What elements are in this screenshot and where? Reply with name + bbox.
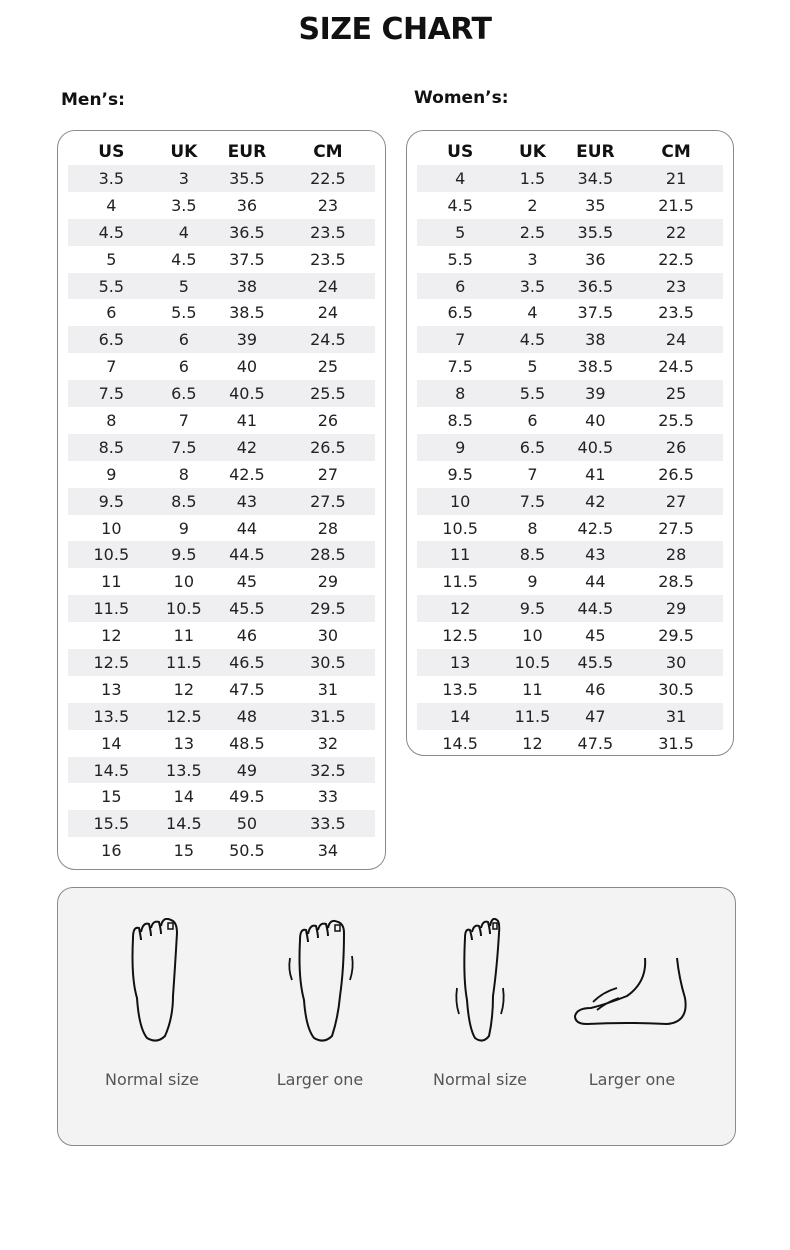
table-cell: 15.5 (93, 814, 130, 834)
table-cell: 23.5 (658, 303, 694, 323)
table-cell: 44 (585, 572, 606, 592)
table-row (68, 219, 375, 246)
table-cell: 8.5 (98, 437, 125, 457)
table-cell: 10 (522, 626, 543, 646)
table-cell: 46.5 (229, 652, 265, 672)
table-cell: 6 (455, 276, 466, 296)
table-row (417, 541, 723, 568)
table-cell: 26 (317, 410, 339, 430)
table-cell: 25.5 (310, 384, 346, 404)
table-cell: 7 (178, 410, 189, 430)
table-cell: 11.5 (514, 706, 551, 726)
foot-type-high-arch (552, 918, 712, 1089)
table-cell: 36 (236, 195, 258, 215)
table-row (68, 353, 375, 380)
table-cell: 42.5 (577, 518, 614, 538)
table-cell: 5.5 (519, 384, 546, 404)
foot-caption: Larger one (276, 1070, 364, 1089)
table-cell: 36.5 (229, 222, 265, 242)
table-cell: 45.5 (229, 599, 265, 619)
table-cell: 9.5 (171, 545, 197, 565)
table-cell: 14 (450, 706, 471, 726)
table-cell: 4.5 (98, 222, 125, 242)
table-cell: 31 (317, 679, 339, 699)
table-cell: 13 (450, 652, 471, 672)
table-cell: 5.5 (98, 276, 125, 296)
table-row (68, 622, 375, 649)
table-cell: 31.5 (658, 733, 694, 753)
table-row (68, 192, 375, 219)
table-row (68, 461, 375, 488)
table-cell: 47.5 (577, 733, 614, 753)
table-cell: 14 (173, 787, 195, 807)
table-cell: 23 (317, 195, 339, 215)
table-cell: 4 (455, 168, 466, 188)
table-cell: 7 (527, 464, 538, 484)
foot-type-wide (240, 918, 400, 1089)
table-cell: 45.5 (577, 652, 614, 672)
table-cell: 11.5 (442, 572, 478, 592)
table-row (417, 219, 723, 246)
table-cell: 28.5 (658, 572, 694, 592)
table-cell: 13.5 (93, 706, 130, 726)
table-cell: 11 (522, 679, 543, 699)
column-header: UK (518, 142, 546, 162)
table-cell: 10.5 (514, 652, 551, 672)
column-header: US (447, 142, 474, 162)
table-row (68, 246, 375, 273)
foot-type-panel (57, 887, 736, 1146)
table-cell: 34.5 (577, 168, 614, 188)
table-cell: 1.5 (519, 168, 546, 188)
table-row (417, 165, 723, 192)
table-cell: 26.5 (310, 437, 346, 457)
table-cell: 45 (236, 572, 258, 592)
table-cell: 38 (236, 276, 258, 296)
table-cell: 9.5 (98, 491, 125, 511)
table-cell: 11 (101, 572, 122, 592)
table-cell: 15 (173, 841, 195, 861)
table-cell: 38 (585, 330, 606, 350)
table-cell: 42 (585, 491, 606, 511)
table-cell: 38.5 (229, 303, 265, 323)
table-cell: 45 (585, 626, 606, 646)
table-cell: 26.5 (658, 464, 694, 484)
table-cell: 9 (455, 437, 466, 457)
column-header: CM (661, 142, 691, 162)
table-cell: 29 (665, 599, 687, 619)
table-row (417, 353, 723, 380)
column-header: US (98, 142, 125, 162)
table-cell: 27 (665, 491, 687, 511)
table-cell: 37.5 (577, 303, 614, 323)
column-header: EUR (576, 142, 615, 162)
table-cell: 33.5 (310, 814, 346, 834)
table-cell: 32 (317, 733, 339, 753)
table-row (68, 541, 375, 568)
table-cell: 49.5 (229, 787, 265, 807)
table-row (68, 515, 375, 542)
foot-normal-icon (117, 918, 187, 1048)
table-row (68, 299, 375, 326)
table-cell: 12.5 (93, 652, 130, 672)
table-row (68, 676, 375, 703)
table-cell: 28 (317, 518, 339, 538)
page-title: SIZE CHART (298, 12, 492, 47)
table-cell: 7 (106, 357, 117, 377)
table-cell: 4 (178, 222, 189, 242)
table-cell: 4 (106, 195, 117, 215)
table-cell: 4.5 (519, 330, 546, 350)
table-cell: 10.5 (166, 599, 202, 619)
table-cell: 27 (317, 464, 339, 484)
table-row (68, 568, 375, 595)
foot-caption: Normal size (105, 1070, 199, 1089)
table-cell: 13.5 (442, 679, 478, 699)
table-cell: 24.5 (658, 357, 694, 377)
table-row (417, 434, 723, 461)
mens-size-table (57, 130, 386, 870)
table-cell: 28.5 (310, 545, 346, 565)
table-cell: 12 (101, 626, 122, 646)
table-cell: 14.5 (93, 760, 130, 780)
table-cell: 25 (665, 384, 687, 404)
table-row (68, 730, 375, 757)
table-cell: 9 (178, 518, 189, 538)
table-cell: 4.5 (447, 195, 473, 215)
table-cell: 30 (665, 652, 687, 672)
table-cell: 47.5 (229, 679, 265, 699)
table-cell: 7.5 (98, 384, 125, 404)
table-cell: 23.5 (310, 222, 346, 242)
table-row (417, 622, 723, 649)
table-row (417, 515, 723, 542)
table-cell: 3.5 (171, 195, 197, 215)
table-cell: 24 (665, 330, 687, 350)
table-cell: 23 (665, 276, 687, 296)
table-cell: 33 (317, 787, 339, 807)
table-cell: 16 (101, 841, 122, 861)
table-cell: 34 (317, 841, 339, 861)
column-header: UK (170, 142, 198, 162)
table-row (417, 326, 723, 353)
table-cell: 21 (665, 168, 687, 188)
table-cell: 9.5 (519, 599, 546, 619)
table-cell: 8.5 (447, 410, 473, 430)
table-cell: 8.5 (171, 491, 197, 511)
table-row (417, 407, 723, 434)
table-cell: 23.5 (310, 249, 346, 269)
table-cell: 22.5 (310, 168, 346, 188)
table-cell: 13 (173, 733, 195, 753)
table-cell: 5 (178, 276, 189, 296)
table-row (68, 165, 375, 192)
table-cell: 11.5 (166, 652, 202, 672)
table-cell: 42 (236, 437, 258, 457)
table-row (417, 380, 723, 407)
table-cell: 13.5 (166, 760, 202, 780)
table-cell: 24.5 (310, 330, 346, 350)
table-cell: 36 (585, 249, 606, 269)
table-row (417, 568, 723, 595)
table-cell: 29 (317, 572, 339, 592)
table-row (417, 488, 723, 515)
table-cell: 22.5 (658, 249, 694, 269)
table-cell: 35.5 (577, 222, 614, 242)
foot-wide-icon (280, 918, 360, 1048)
table-cell: 12.5 (442, 626, 478, 646)
table-cell: 2 (527, 195, 538, 215)
column-header: EUR (227, 142, 267, 162)
table-cell: 3.5 (98, 168, 125, 188)
table-cell: 30.5 (658, 679, 694, 699)
table-cell: 6 (178, 330, 189, 350)
mens-label: Men’s: (61, 90, 125, 110)
table-cell: 7.5 (447, 357, 473, 377)
table-cell: 44 (236, 518, 258, 538)
table-cell: 40.5 (229, 384, 265, 404)
table-cell: 36.5 (577, 276, 614, 296)
table-cell: 5 (455, 222, 466, 242)
table-cell: 6.5 (447, 303, 473, 323)
table-cell: 6 (106, 303, 117, 323)
table-cell: 3.5 (519, 276, 546, 296)
foot-high-arch-icon (567, 918, 697, 1048)
table-cell: 25.5 (658, 410, 694, 430)
table-cell: 8 (527, 518, 538, 538)
table-cell: 9.5 (447, 464, 473, 484)
table-row (417, 730, 723, 757)
table-row (417, 299, 723, 326)
table-cell: 8.5 (519, 545, 546, 565)
table-cell: 35.5 (229, 168, 265, 188)
table-cell: 4.5 (171, 249, 197, 269)
table-row (68, 703, 375, 730)
table-cell: 5.5 (171, 303, 197, 323)
table-cell: 21.5 (658, 195, 694, 215)
table-row (68, 326, 375, 353)
column-header: CM (313, 142, 343, 162)
table-cell: 27.5 (658, 518, 694, 538)
table-cell: 7 (455, 330, 466, 350)
table-cell: 48 (236, 706, 258, 726)
table-cell: 30 (317, 626, 339, 646)
table-cell: 24 (317, 276, 339, 296)
table-row (68, 810, 375, 837)
table-row (68, 407, 375, 434)
table-cell: 31 (665, 706, 687, 726)
table-row (68, 595, 375, 622)
table-cell: 8 (455, 384, 466, 404)
table-cell: 15 (101, 787, 122, 807)
table-cell: 47 (585, 706, 606, 726)
table-cell: 10 (101, 518, 122, 538)
table-cell: 46 (585, 679, 606, 699)
table-cell: 37.5 (229, 249, 265, 269)
table-row (68, 837, 375, 864)
table-cell: 11 (173, 626, 195, 646)
table-cell: 12.5 (166, 706, 202, 726)
table-cell: 11 (450, 545, 471, 565)
table-cell: 44.5 (577, 599, 614, 619)
table-cell: 3 (527, 249, 538, 269)
table-header (417, 139, 723, 165)
table-cell: 25 (317, 357, 339, 377)
table-cell: 50 (236, 814, 258, 834)
table-cell: 43 (236, 491, 258, 511)
table-cell: 8 (106, 410, 117, 430)
table-row (417, 461, 723, 488)
table-row (68, 380, 375, 407)
table-cell: 12 (522, 733, 543, 753)
table-cell: 6 (527, 410, 538, 430)
table-row (417, 273, 723, 300)
table-cell: 5.5 (447, 249, 473, 269)
table-cell: 49 (236, 760, 258, 780)
table-row (417, 192, 723, 219)
table-row (68, 273, 375, 300)
table-row (68, 434, 375, 461)
table-cell: 10 (173, 572, 195, 592)
table-cell: 12 (173, 679, 195, 699)
table-cell: 26 (665, 437, 687, 457)
table-row (417, 649, 723, 676)
foot-narrow-icon (445, 918, 515, 1048)
table-cell: 5 (527, 357, 538, 377)
table-cell: 29.5 (658, 626, 694, 646)
table-cell: 35 (585, 195, 606, 215)
table-cell: 6.5 (98, 330, 125, 350)
table-cell: 40 (585, 410, 606, 430)
foot-caption: Normal size (433, 1070, 527, 1089)
table-cell: 29.5 (310, 599, 346, 619)
table-cell: 41 (585, 464, 606, 484)
womens-size-table (406, 130, 734, 756)
table-cell: 22 (665, 222, 687, 242)
table-cell: 14 (101, 733, 122, 753)
table-row (68, 783, 375, 810)
foot-type-normal (72, 918, 232, 1089)
table-cell: 40.5 (577, 437, 614, 457)
table-cell: 9 (106, 464, 117, 484)
table-cell: 30.5 (310, 652, 346, 672)
table-cell: 27.5 (310, 491, 346, 511)
table-header (68, 139, 375, 165)
table-row (417, 703, 723, 730)
table-cell: 50.5 (229, 841, 265, 861)
table-cell: 7.5 (171, 437, 197, 457)
table-cell: 48.5 (229, 733, 265, 753)
table-cell: 40 (236, 357, 258, 377)
table-cell: 7.5 (519, 491, 546, 511)
table-row (68, 488, 375, 515)
table-cell: 12 (450, 599, 471, 619)
table-row (417, 676, 723, 703)
table-cell: 11.5 (93, 599, 130, 619)
table-cell: 44.5 (229, 545, 265, 565)
table-row (68, 757, 375, 784)
table-cell: 24 (317, 303, 339, 323)
table-cell: 6 (178, 357, 189, 377)
table-cell: 38.5 (577, 357, 614, 377)
table-cell: 14.5 (442, 733, 478, 753)
table-cell: 32.5 (310, 760, 346, 780)
table-cell: 10 (450, 491, 471, 511)
table-cell: 10.5 (442, 518, 478, 538)
table-cell: 31.5 (310, 706, 346, 726)
table-cell: 43 (585, 545, 606, 565)
table-cell: 41 (236, 410, 258, 430)
table-cell: 5 (106, 249, 117, 269)
table-cell: 13 (101, 679, 122, 699)
table-cell: 6.5 (171, 384, 197, 404)
table-cell: 14.5 (166, 814, 202, 834)
womens-label: Women’s: (414, 88, 509, 108)
table-cell: 4 (527, 303, 538, 323)
table-cell: 8 (178, 464, 189, 484)
table-cell: 39 (585, 384, 606, 404)
foot-caption: Larger one (588, 1070, 676, 1089)
table-row (417, 595, 723, 622)
table-cell: 3 (178, 168, 189, 188)
foot-type-narrow (400, 918, 560, 1089)
table-cell: 46 (236, 626, 258, 646)
table-cell: 9 (527, 572, 538, 592)
table-cell: 6.5 (519, 437, 546, 457)
table-row (417, 246, 723, 273)
table-cell: 28 (665, 545, 687, 565)
table-cell: 10.5 (93, 545, 130, 565)
table-cell: 39 (236, 330, 258, 350)
table-cell: 42.5 (229, 464, 265, 484)
table-row (68, 649, 375, 676)
table-cell: 2.5 (519, 222, 546, 242)
